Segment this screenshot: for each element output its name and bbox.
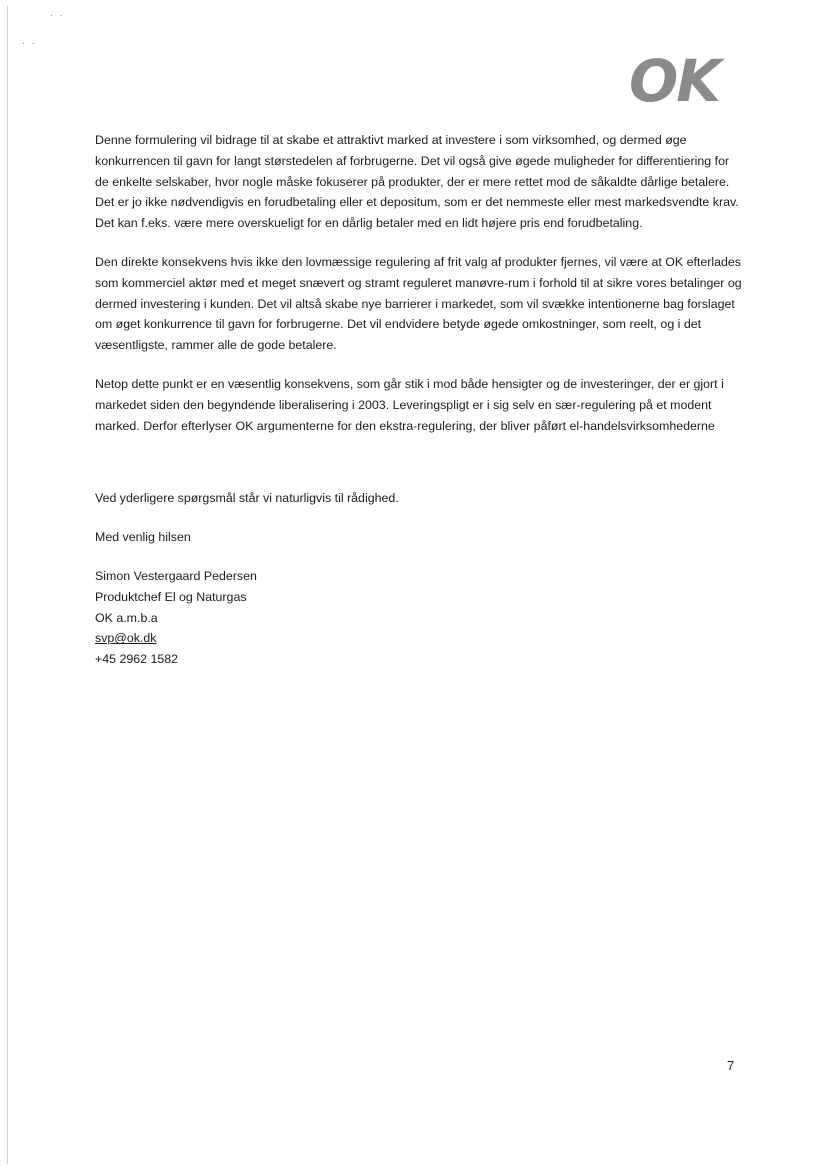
spacer [95,454,745,488]
scan-artifact: · · [50,10,65,20]
paragraph: Netop dette punkt er en væsentlig konsekvens, som går stik i mod både hensigter og de investeringer, der er gjort i markedet siden den begyndende liberalisering i 2003. Leveringspligt er i sig selv en sær-regulering på et modent marked. Derfor efterlyser OK argumenterne for den ekstra-regulering, der bliver påført el-handelsvirksomhederne [95,376,724,433]
page-edge-line [7,6,8,1164]
closing-greeting: Med venlig hilsen [95,530,191,545]
letter-body [95,130,745,670]
page-number: 7 [727,1058,735,1073]
ok-logo: OK [629,47,720,115]
signature-name: Simon Vestergaard Pedersen [95,568,257,583]
signature-company: OK a.m.b.a [95,610,158,625]
paragraph: Denne formulering vil bidrage til at skabe et attraktivt marked at investere i som virksomhed, og dermed øge konkurrencen til gavn for langt størstedelen af forbrugerne. Det vil også give øgede muligheder for differentiering for de enkelte selskaber, hvor nogle måske fokuserer på produkter, der er mere rettet mod de såkaldte dårlige betalere. Det er jo ikke nødvendigvis en forudbetaling eller et depositum, som er det nemmeste eller mest markedsvendte krav. Det kan f.eks. være mere overskueligt for en dårlig betaler med en lidt højere pris end forudbetaling. [95,133,739,231]
signature-phone: +45 2962 1582 [95,652,179,667]
signature-email-link[interactable]: svp@ok.dk [95,631,157,646]
closing-questions: Ved yderligere spørgsmål står vi naturligvis til rådighed. [95,491,399,506]
paragraph: Den direkte konsekvens hvis ikke den lovmæssige regulering af frit valg af produkter fjernes, vil være at OK efterlades som kommerciel aktør med et meget snævert og stramt reguleret manøvre-rum i forhold til at sikre vores betalinger og dermed investering i kunden. Det vil altså skabe nye barrierer i markedet, som vil svække intentionerne bag forslaget om øget konkurrence til gavn for forbrugerne. Det vil endvidere betyde øgede omkostninger, som reelt, og i det væsentligste, rammer alle de gode betalere. [95,254,742,353]
signature-title: Produktchef El og Naturgas [95,589,247,604]
scan-artifact: · · [22,38,37,48]
signature-block [95,566,745,670]
